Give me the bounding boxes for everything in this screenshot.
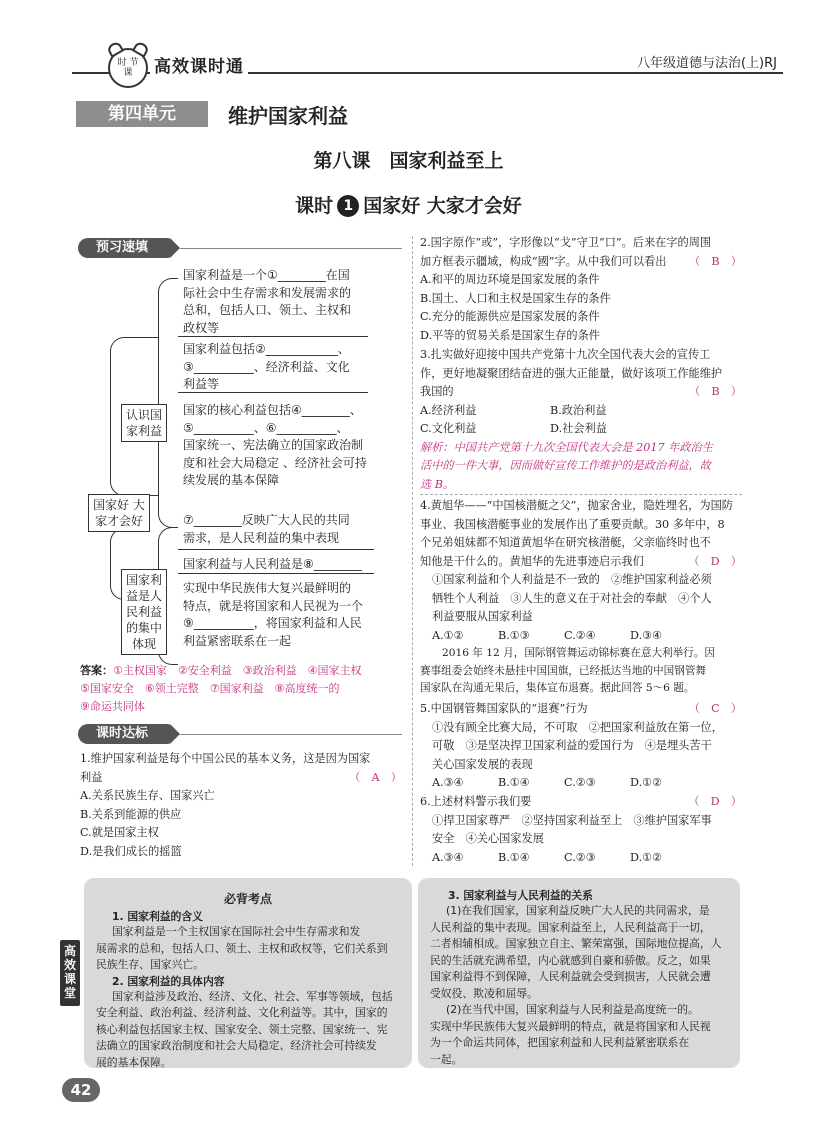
option: D.①② bbox=[630, 850, 663, 864]
mindmap-line: 度和社会大局稳定 、经济社会可持 bbox=[183, 455, 367, 470]
question-stem: 6.上述材料警示我们要 bbox=[420, 795, 532, 808]
option: A.关系民族生存、国家兴亡 bbox=[80, 789, 215, 802]
unit-label: 第四单元 bbox=[76, 101, 208, 127]
question-stem: 加方框表示疆域，构成“國”字。从中我们可以看出 bbox=[420, 254, 667, 268]
rule bbox=[178, 549, 374, 550]
mindmap-block-contents bbox=[183, 341, 373, 394]
summary-line: 国家利益得不到保障，人民利益就会受到损害，人民就会遭 bbox=[430, 970, 711, 983]
answer-bracket: （ D ） bbox=[688, 554, 742, 568]
period-prefix: 课时 bbox=[295, 195, 334, 217]
option: A.①② bbox=[432, 628, 464, 642]
option: A.经济利益 bbox=[420, 403, 477, 417]
lesson-title: 第八课 国家利益至上 bbox=[313, 150, 504, 172]
mindmap-block-unity: 国家利益与人民利益是⑧________ bbox=[183, 557, 362, 571]
answer-bracket: （ C ） bbox=[688, 702, 742, 715]
option: B.关系到能源的供应 bbox=[80, 807, 182, 821]
question-stem: 1.维护国家利益是每个中国公民的基本义务，这是因为国家 bbox=[80, 752, 371, 765]
statement-line: 利益要服从国家利益 bbox=[432, 610, 533, 623]
mindmap-block-definition bbox=[183, 267, 373, 337]
mindmap-line: ⑨__________，将国家利益和人民 bbox=[183, 616, 362, 630]
mindmap-line: 总和，包括人口、领土、主权和 bbox=[183, 303, 352, 317]
answer-bracket: （ B ） bbox=[689, 254, 742, 268]
summary-line: 安全利益、政治利益、经济利益、文化利益等。其中，国家的 bbox=[96, 1006, 388, 1019]
summary-line: (1)在我们国家，国家利益反映广大人民的共同需求，是 bbox=[446, 904, 710, 917]
period-name: 国家好 大家才会好 bbox=[363, 195, 522, 217]
statement-line: 牺牲个人利益 ③人生的意义在于对社会的奉献 ④个人 bbox=[432, 591, 712, 605]
summary-section-title: 1. 国家利益的含义 bbox=[112, 910, 203, 923]
question-stem: 事业、我国核潜艇事业的发展作出了重要贡献。30 多年中，8 bbox=[420, 517, 725, 531]
summary-line: 展的基本保障。 bbox=[96, 1055, 172, 1069]
question-1 bbox=[80, 750, 402, 861]
question-stem: 4.黄旭华——“中国核潜艇之父”，抛家舍业，隐姓埋名，为国防 bbox=[420, 499, 733, 512]
mindmap-line: 实现中华民族伟大复兴最鲜明的 bbox=[183, 581, 352, 595]
page-number: 42 bbox=[62, 1078, 100, 1102]
summary-line: 二者相辅相成。国家独立自主、繁荣富强，国际地位提高，人 bbox=[430, 937, 722, 950]
question-2 bbox=[420, 234, 742, 345]
statement-line: ①捍卫国家尊严 ②坚持国家利益至上 ③维护国家军事 bbox=[432, 813, 712, 827]
mindmap-line: ⑦________反映广大人民的共同 bbox=[183, 513, 350, 527]
connector-branch1 bbox=[158, 278, 178, 528]
preview-answers bbox=[80, 662, 410, 716]
summary-line: 受奴役、欺凌和屈辱。 bbox=[430, 986, 538, 1000]
mindmap-block-reflect bbox=[183, 512, 379, 547]
option: C.②④ bbox=[564, 628, 596, 642]
mindmap-line: 国家利益包括②____________、 bbox=[183, 342, 350, 356]
option: B.①③ bbox=[498, 628, 530, 642]
summary-section-title: 2. 国家利益的具体内容 bbox=[112, 974, 225, 988]
summary-line: 国家利益涉及政治、经济、文化、社会、军事等领域，包括 bbox=[112, 989, 393, 1003]
question-5 bbox=[420, 700, 742, 793]
summary-line: 展需求的总和，包括人口、领土、主权和政权等，它们关系到 bbox=[96, 941, 388, 955]
brand-logo-text: 高效课时通 bbox=[150, 52, 248, 77]
summary-title: 必背考点 bbox=[223, 892, 272, 906]
question-stem: 个兄弟姐妹都不知道黄旭华在研究核潜艇，父亲临终时也不 bbox=[420, 536, 711, 549]
mindmap-block-core bbox=[183, 402, 379, 490]
period-number-badge: 1 bbox=[337, 195, 359, 217]
course-label: 八年级道德与法治(上)RJ bbox=[631, 52, 777, 71]
answer-line: ⑨命运共同体 bbox=[80, 700, 145, 713]
material-line: 赛事组委会始终未悬挂中国国旗，已经抵达当地的中国钢管舞 bbox=[420, 664, 707, 677]
summary-line: 核心利益包括国家主权、国家安全、领土完整、国家统一、宪 bbox=[96, 1022, 388, 1036]
question-stem: 作，更好地凝聚团结奋进的强大正能量，做好该项工作能维护 bbox=[420, 366, 723, 380]
mindmap-branch-recognize: 认识国家利益 bbox=[121, 404, 167, 442]
analysis-text: 解析：中国共产党第十九次全国代表大会是 2017 年政治生 bbox=[420, 440, 713, 454]
analysis-text: 活中的一件大事，因而做好宣传工作维护的是政治利益，故 bbox=[420, 459, 711, 472]
summary-line: 国家利益是一个主权国家在国际社会中生存需求和发 bbox=[112, 925, 361, 938]
option: D.③④ bbox=[630, 628, 663, 642]
mindmap-line: 国家统一、宪法确立的国家政治制 bbox=[183, 438, 364, 452]
question-stem: 我国的 bbox=[420, 385, 454, 398]
option: B.政治利益 bbox=[550, 403, 607, 417]
mindmap-line: 特点，就是将国家和人民视为一个 bbox=[183, 598, 364, 613]
material-line: 国家队在沟通无果后，集体宣布退赛。据此回答 5～6 题。 bbox=[420, 682, 695, 694]
summary-line: 一起。 bbox=[430, 1052, 463, 1066]
side-tab-label: 高效课堂 bbox=[60, 940, 80, 1006]
summary-section-body bbox=[84, 989, 412, 1072]
statement-line: 关心国家发展的表现 bbox=[432, 757, 533, 771]
answer-bracket: （ B ） bbox=[689, 385, 742, 398]
option: A.③④ bbox=[432, 850, 464, 864]
question-stem: 利益 bbox=[80, 770, 103, 784]
mindmap-line: 利益紧密联系在一起 bbox=[183, 633, 292, 648]
alarm-clock-icon bbox=[108, 48, 148, 88]
dashed-divider bbox=[420, 494, 742, 495]
answer-label: 答案： bbox=[80, 664, 113, 677]
summary-panel-right bbox=[418, 878, 740, 1068]
question-3 bbox=[420, 346, 742, 494]
answer-line bbox=[80, 662, 410, 680]
option: C.②③ bbox=[564, 776, 596, 789]
mindmap-line: 际社会中生存需求和发展需求的 bbox=[183, 285, 352, 300]
summary-line: (2)在当代中国，国家利益与人民利益是高度统一的。 bbox=[446, 1003, 699, 1016]
option: C.就是国家主权 bbox=[80, 826, 159, 839]
summary-section-body bbox=[84, 924, 412, 974]
summary-line: 民族生存、国家兴亡。 bbox=[96, 958, 204, 971]
statement-line: ①没有顾全比赛大局，不可取 ②把国家利益放在第一位， bbox=[432, 720, 723, 734]
mindmap-line: 国家利益是一个①________在国 bbox=[183, 268, 350, 282]
answer-bracket: （ A ） bbox=[349, 770, 402, 784]
option: D.平等的贸易关系是国家生存的条件 bbox=[420, 328, 600, 342]
preview-tab: 预习速填 bbox=[78, 238, 170, 258]
column-divider bbox=[412, 236, 413, 866]
option: B.①④ bbox=[498, 776, 530, 789]
question-stem: 知他是干什么的。黄旭华的先进事迹启示我们 bbox=[420, 554, 644, 568]
option: D.①② bbox=[630, 776, 663, 789]
option: D.是我们成长的摇篮 bbox=[80, 844, 182, 858]
answer-bracket: （ D ） bbox=[688, 795, 742, 808]
statement-line: 可敬 ③是坚决捍卫国家利益的爱国行为 ④是埋头苦干 bbox=[432, 739, 712, 752]
summary-line: 法确立的国家政治制度和社会大局稳定、经济社会可持续发 bbox=[96, 1039, 377, 1052]
period-title bbox=[0, 191, 817, 218]
mindmap-branch-concentrate: 国家利益是人民利益的集中体现 bbox=[121, 569, 167, 655]
summary-line: 民的生活就充满希望，内心就感到自豪和骄傲。反之，如果 bbox=[430, 953, 711, 967]
mindmap-line: ⑤__________、⑥__________、 bbox=[183, 420, 349, 435]
analysis-text: 选 B。 bbox=[420, 477, 455, 491]
option: B.①④ bbox=[498, 850, 530, 864]
mindmap-line: 利益等 bbox=[183, 377, 220, 391]
summary-section-title: 3. 国家利益与人民利益的关系 bbox=[448, 889, 593, 902]
tab-rule bbox=[180, 734, 402, 735]
summary-line: 人民利益的集中表现。国家利益至上，人民利益高于一切， bbox=[430, 920, 711, 934]
logo-chars: 时 节 课 bbox=[117, 58, 139, 78]
material-line: 2016 年 12 月，国际钢管舞运动锦标赛在意大利举行。因 bbox=[442, 647, 716, 659]
statement-line: ①国家利益和个人利益是不一致的 ②维护国家利益必须 bbox=[432, 573, 712, 586]
question-stem: 2.国字原作“或”，字形像以“戈”守卫“口”。后来在字的周围 bbox=[420, 236, 712, 249]
statement-line: 安全 ④关心国家发展 bbox=[432, 832, 544, 845]
mindmap-line: 续发展的基本保障 bbox=[183, 473, 280, 487]
summary-line: 为一个命运共同体，把国家利益和人民利益紧密联系在 bbox=[430, 1036, 690, 1049]
question-stem: 5.中国钢管舞国家队的“退赛”行为 bbox=[420, 702, 588, 715]
summary-panel-left bbox=[84, 878, 412, 1068]
tab-rule bbox=[180, 248, 402, 249]
summary-line: 实现中华民族伟大复兴最鲜明的特点，就是将国家和人民视 bbox=[430, 1019, 711, 1033]
question-6 bbox=[420, 793, 742, 867]
option: C.充分的能源供应是国家发展的条件 bbox=[420, 310, 600, 323]
option: A.和平的周边环境是国家发展的条件 bbox=[420, 273, 600, 286]
answer-line: ⑤国家安全 ⑥领土完整 ⑦国家利益 ⑧高度统一的 bbox=[80, 682, 340, 695]
option: C.文化利益 bbox=[420, 422, 477, 435]
unit-title: 维护国家利益 bbox=[228, 104, 348, 128]
mindmap-line: 国家的核心利益包括④________、 bbox=[183, 403, 362, 417]
mindmap-line: ③__________、经济利益、文化 bbox=[183, 359, 350, 374]
option: C.②③ bbox=[564, 850, 596, 864]
material-passage bbox=[420, 645, 742, 698]
option: B.国土、人口和主权是国家生存的条件 bbox=[420, 291, 611, 305]
mindmap-line: 需求，是人民利益的集中表现 bbox=[183, 530, 340, 545]
option: D.社会利益 bbox=[550, 422, 607, 435]
answer-text: ①主权国家 ②安全利益 ③政治利益 ④国家主权 bbox=[113, 664, 362, 677]
mindmap-line: 政权等 bbox=[183, 320, 220, 335]
option: A.③④ bbox=[432, 776, 464, 789]
question-stem: 3.扎实做好迎接中国共产党第十九次全国代表大会的宣传工 bbox=[420, 348, 711, 361]
mindmap-root-node: 国家好 大家才会好 bbox=[88, 494, 150, 532]
practice-tab: 课时达标 bbox=[78, 724, 170, 744]
mindmap-block-community bbox=[183, 580, 379, 650]
summary-section-body bbox=[418, 903, 740, 1068]
question-4 bbox=[420, 497, 742, 645]
